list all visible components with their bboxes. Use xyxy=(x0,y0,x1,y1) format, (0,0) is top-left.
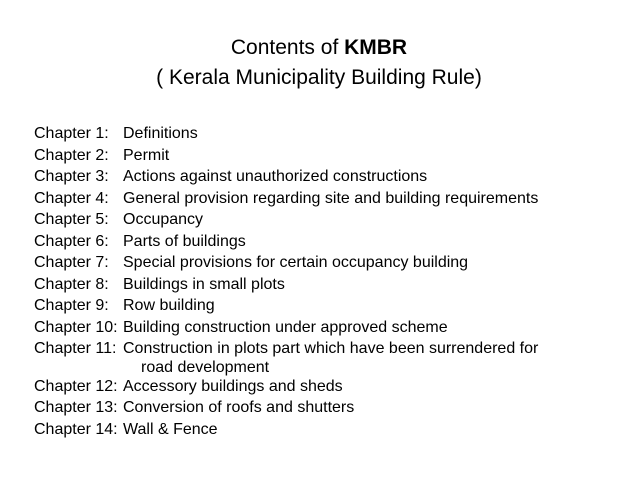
chapter-name: Occupancy xyxy=(123,211,204,228)
chapter-name: Accessory buildings and sheds xyxy=(123,377,343,395)
chapter-name: Permit xyxy=(123,146,170,164)
chapter-item xyxy=(34,188,634,210)
chapter-item xyxy=(34,274,634,296)
chapter-item xyxy=(34,295,634,317)
slide-subtitle: ( Kerala Municipality Building Rule) xyxy=(156,66,482,89)
chapter-number: Chapter 7: xyxy=(34,254,109,271)
chapter-name: Actions against unauthorized constructions xyxy=(123,168,428,185)
chapter-item xyxy=(34,338,634,376)
chapter-item xyxy=(34,145,634,167)
chapter-number: Chapter 1: xyxy=(34,125,109,142)
chapter-name: Conversion of roofs and shutters xyxy=(123,399,355,416)
title-bold: KMBR xyxy=(344,36,408,59)
chapter-name: Row building xyxy=(123,297,215,314)
chapter-number: Chapter 9: xyxy=(34,297,109,314)
chapter-number: Chapter 13: xyxy=(34,399,118,416)
chapter-number: Chapter 12: xyxy=(34,377,118,395)
chapter-item xyxy=(34,317,634,339)
chapter-number: Chapter 2: xyxy=(34,146,109,164)
chapter-name: Building construction under approved scheme xyxy=(123,318,448,336)
chapter-item xyxy=(34,123,634,145)
chapter-number: Chapter 3: xyxy=(34,168,109,185)
title-prefix: Contents of xyxy=(230,36,345,59)
chapter-list xyxy=(34,123,634,440)
chapter-name: Special provisions for certain occupancy building xyxy=(123,254,469,271)
chapter-name-multiline xyxy=(123,338,634,376)
chapter-item xyxy=(34,166,634,188)
chapter-number: Chapter 11: xyxy=(34,340,117,357)
chapter-item xyxy=(34,376,634,398)
chapter-item xyxy=(34,209,634,231)
chapter-name-continuation: road development xyxy=(141,358,270,376)
chapter-item xyxy=(34,231,634,253)
chapter-name: General provision regarding site and building requirements xyxy=(123,189,539,207)
chapter-number: Chapter 6: xyxy=(34,232,109,250)
chapter-item xyxy=(34,252,634,274)
chapter-number: Chapter 14: xyxy=(34,420,118,438)
chapter-item xyxy=(34,419,634,441)
chapter-name: Parts of buildings xyxy=(123,232,246,250)
chapter-number: Chapter 4: xyxy=(34,189,109,207)
chapter-number: Chapter 10: xyxy=(34,318,118,336)
chapter-item xyxy=(34,397,634,419)
slide-title xyxy=(0,33,638,63)
chapter-name: Wall & Fence xyxy=(123,420,218,438)
chapter-number: Chapter 8: xyxy=(34,275,109,293)
chapter-number: Chapter 5: xyxy=(34,211,109,228)
chapter-name: Buildings in small plots xyxy=(123,275,285,293)
chapter-name: Construction in plots part which have been surrendered for xyxy=(123,340,539,357)
chapter-name: Definitions xyxy=(123,125,198,142)
